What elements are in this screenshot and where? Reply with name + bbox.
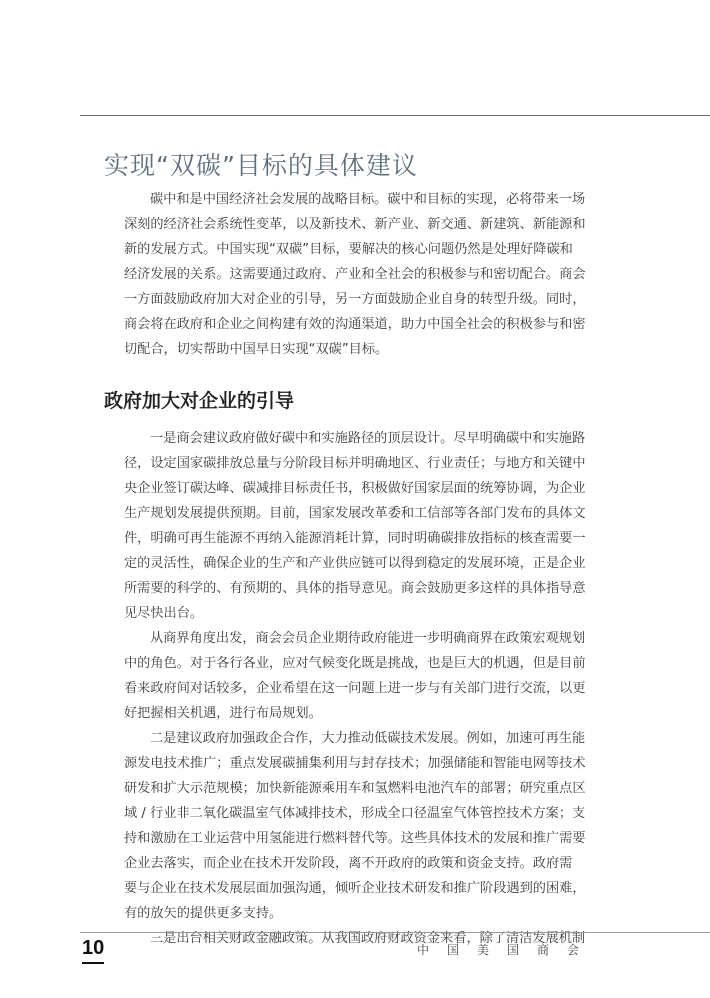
text-line: 源发电技术推广；重点发展碳捕集利用与封存技术；加强储能和智能电网等技术 bbox=[124, 756, 586, 771]
text-line: 从商界角度出发，商会会员企业期待政府能进一步明确商界在政策宏观规划 bbox=[150, 631, 586, 646]
text-line: 要与企业在技术发展层面加强沟通，倾听企业技术研发和推广阶段遇到的困难， bbox=[124, 881, 586, 896]
text-line: 所需要的科学的、有预期的、具体的指导意见。商会鼓励更多这样的具体指导意 bbox=[124, 581, 586, 596]
body-text bbox=[124, 426, 586, 951]
text-line: 一是商会建议政府做好碳中和实施路径的顶层设计。尽早明确碳中和实施路 bbox=[150, 431, 586, 446]
subheading: 政府加大对企业的引导 bbox=[104, 390, 295, 412]
text-line: 二是建议政府加强政企合作，大力推动低碳技术发展。例如，加速可再生能 bbox=[150, 731, 586, 746]
text-line: 新的发展方式。中国实现“双碳”目标，要解决的核心问题仍然是处理好降碳和 bbox=[124, 242, 573, 257]
text-line: 研发和扩大示范规模；加快新能源乘用车和氢燃料电池汽车的部署；研究重点区 bbox=[124, 781, 586, 796]
text-line: 域 / 行业非二氧化碳温室气体减排技术，形成全口径温室气体管控技术方案；支 bbox=[124, 806, 586, 821]
text-line: 央企业签订碳达峰、碳减排目标责任书，积极做好国家层面的统筹协调，为企业 bbox=[124, 481, 586, 496]
text-line: 见尽快出台。 bbox=[124, 606, 204, 621]
text-line: 生产规划发展提供预期。目前，国家发展改革委和工信部等各部门发布的具体文 bbox=[124, 506, 586, 521]
intro-paragraph bbox=[124, 187, 586, 362]
text-line: 经济发展的关系。这需要通过政府、产业和全社会的积极参与和密切配合。商会 bbox=[124, 267, 586, 282]
section-title: 实现“双碳”目标的具体建议 bbox=[104, 151, 418, 180]
text-line: 看来政府间对话较多，企业希望在这一问题上进一步与有关部门进行交流，以更 bbox=[124, 681, 586, 696]
text-line: 三是出台相关财政金融政策。从我国政府财政资金来看，除了清洁发展机制 bbox=[150, 931, 586, 946]
footer-organization: 中国美国商会 bbox=[417, 943, 598, 957]
text-line: 企业去落实，而企业在技术开发阶段，离不开政府的政策和资金支持。政府需 bbox=[124, 856, 573, 871]
text-line: 切配合，切实帮助中国早日实现“双碳”目标。 bbox=[124, 342, 389, 357]
page-number: 10 bbox=[82, 937, 105, 959]
text-line: 径，设定国家碳排放总量与分阶段目标并明确地区、行业责任；与地方和关键中 bbox=[124, 456, 586, 471]
text-line: 深刻的经济社会系统性变革，以及新技术、新产业、新交通、新建筑、新能源和 bbox=[124, 217, 586, 232]
text-line: 碳中和是中国经济社会发展的战略目标。碳中和目标的实现，必将带来一场 bbox=[150, 192, 586, 207]
page-number-underline bbox=[82, 962, 104, 964]
text-line: 定的灵活性，确保企业的生产和产业供应链可以得到稳定的发展环境，正是企业 bbox=[124, 556, 586, 571]
top-rule bbox=[80, 115, 710, 116]
footer-rule bbox=[80, 932, 710, 933]
text-line: 持和激励在工业运营中用氢能进行燃料替代等。这些具体技术的发展和推广需要 bbox=[124, 831, 586, 846]
text-line: 好把握相关机遇，进行布局规划。 bbox=[124, 706, 322, 721]
text-line: 一方面鼓励政府加大对企业的引导，另一方面鼓励企业自身的转型升级。同时， bbox=[124, 292, 586, 307]
text-line: 件，明确可再生能源不再纳入能源消耗计算，同时明确碳排放指标的核查需要一 bbox=[124, 531, 586, 546]
text-line: 有的放矢的提供更多支持。 bbox=[124, 906, 283, 921]
text-line: 中的角色。对于各行各业，应对气候变化既是挑战，也是巨大的机遇，但是目前 bbox=[124, 656, 586, 671]
text-line: 商会将在政府和企业之间构建有效的沟通渠道，助力中国全社会的积极参与和密 bbox=[124, 317, 586, 332]
